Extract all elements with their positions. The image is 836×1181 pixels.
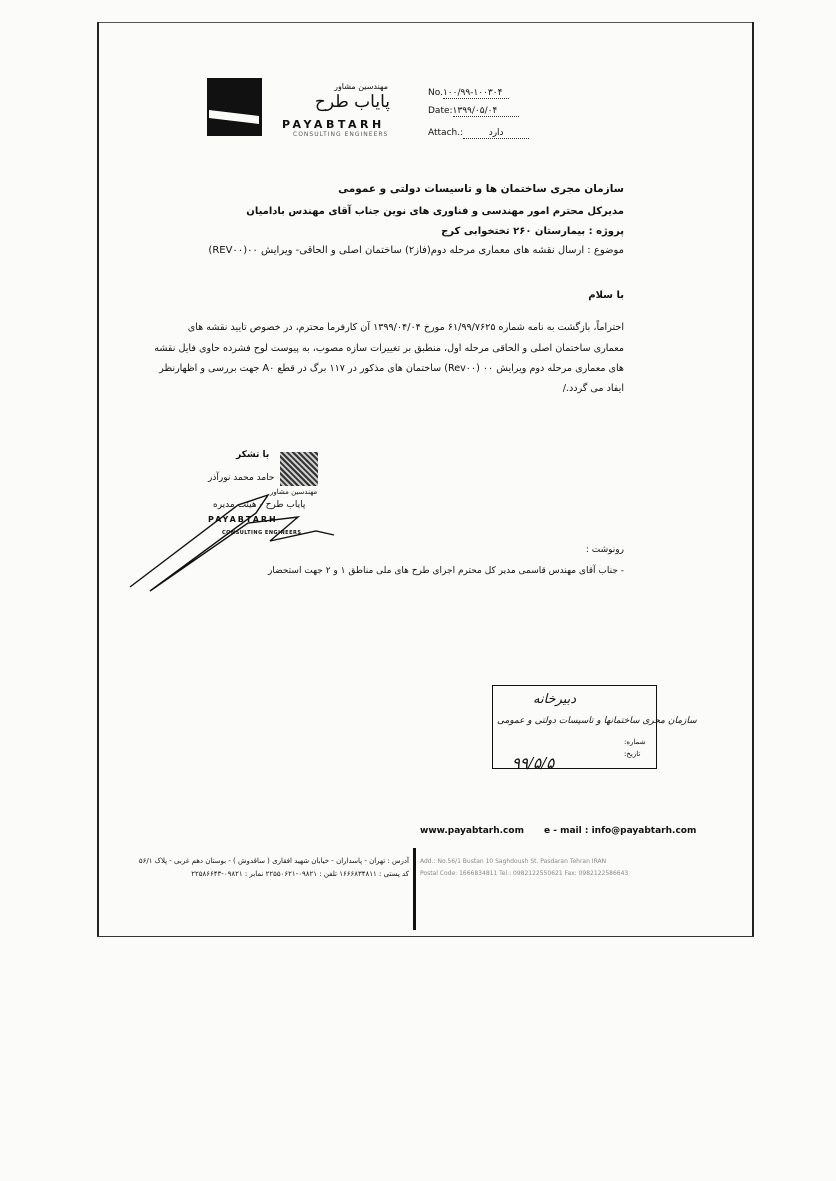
letter-attach xyxy=(428,128,529,139)
letter-date xyxy=(428,106,519,117)
attach-label: Attach.: xyxy=(428,128,464,138)
page-border-left xyxy=(97,22,99,937)
payabtarh-logo-icon xyxy=(207,78,262,136)
subject-line: موضوع : ارسال نقشه های معماری مرحله دوم(فاز۲) ساختمان اصلی و الحاقی- ویرایش ۰۰(REV۰۰) xyxy=(208,245,624,256)
letter-number xyxy=(428,88,509,99)
signature-thanks: با تشکر xyxy=(236,450,270,460)
page-border-top xyxy=(97,22,754,23)
email: e - mail : info@payabtarh.com xyxy=(544,826,697,836)
stamp-tagline-en: CONSULTING ENGINEERS xyxy=(222,530,302,536)
signer-firm: مهندسین مشاور xyxy=(270,488,318,496)
receipt-date-value: ۹۹/۵/۵ xyxy=(512,754,555,772)
cc-line: - جناب آقای مهندس قاسمی مدیر کل محترم اجرای طرح های ملی مناطق ۱ و ۲ جهت استحضار xyxy=(267,566,624,576)
receipt-number-label: شماره: xyxy=(624,738,646,746)
signer-title: پایاب طرح - هیئت مدیره xyxy=(213,500,306,510)
logo-name-fa: پایاب طرح xyxy=(314,92,390,112)
body-line-1: احتراماً، بازگشت به نامه شماره ۶۱/۹۹/۷۶۲۵ مورخ ۱۳۹۹/۰۴/۰۴ آن کارفرما محترم، در خصوص تایید نقشه های xyxy=(187,322,624,333)
phone-fa: کد پستی : ۱۶۶۶۸۳۴۸۱۱ تلفن : ۰۹۸۲۱-۲۲۵۵۰۶۲۱ نمابر : ۰۹۸۲۱-۲۲۵۸۶۶۴۳ xyxy=(191,870,409,878)
logo-tagline: CONSULTING ENGINEERS xyxy=(293,131,389,138)
logo-subtitle: مهندسین مشاور xyxy=(334,82,388,91)
attach-value: دارد xyxy=(463,128,529,139)
number-value: ۱۰۰/۹۹-۱۰۰۳۰۴ xyxy=(443,88,509,99)
greeting: با سلام xyxy=(588,290,624,301)
project-line: پروژه : بیمارستان ۲۶۰ تختخوابی کرج xyxy=(441,226,624,237)
receipt-org: سازمان مجری ساختمانها و تاسیسات دولتی و عمومی xyxy=(497,716,697,726)
receipt-date-label: تاریخ: xyxy=(624,750,641,758)
address-fa: آدرس : تهران - پاسداران - خیابان شهید افقاری ( ساقدوش ) - بوستان دهم غربی - پلاک ۵۶/۱ xyxy=(138,857,409,865)
recipient-title: مدیرکل محترم امور مهندسی و فناوری های نوین جناب آقای مهندس بادامیان xyxy=(246,206,624,217)
page-border-bottom xyxy=(97,936,754,937)
body-line-3: های معماری مرحله دوم ویرایش ۰۰ (Rev۰۰) ساختمان های مذکور در ۱۱۷ برگ در قطع A۰ جهت بررسی و اظهارنظر xyxy=(159,363,624,374)
address-en: Add.: No.56/1 Bustan 10 Saghdoush St. Pasdaran Tehran IRAN xyxy=(420,858,607,865)
date-label: Date: xyxy=(428,106,453,116)
phone-en: Postal Code: 1666834811 Tel.: 0982122550621 Fax: 0982122586643 xyxy=(420,870,629,877)
receipt-title: دبیرخانه xyxy=(533,692,577,707)
page-border-right xyxy=(752,22,754,937)
recipient-org: سازمان مجری ساختمان ها و تاسیسات دولتی و عمومی xyxy=(338,183,624,195)
footer-divider xyxy=(413,848,416,930)
body-line-4: ایفاد می گردد./ xyxy=(562,383,624,394)
cc-label: رونوشت : xyxy=(585,545,624,555)
signer-name: حامد محمد نورآذر xyxy=(208,473,275,483)
date-value: ۱۳۹۹/۰۵/۰۴ xyxy=(453,106,519,117)
stamp-name-en: PAYABTARH xyxy=(208,515,278,524)
body-line-2: معماری ساختمان اصلی و الحاقی مرحله اول، منطبق بر تغییرات سازه مصوب، به پیوست لوح فشرده حاوی فایل نقشه xyxy=(154,343,624,354)
website: www.payabtarh.com xyxy=(420,826,524,836)
logo-name-en: PAYABTARH xyxy=(282,118,385,131)
number-label: No. xyxy=(428,88,443,98)
